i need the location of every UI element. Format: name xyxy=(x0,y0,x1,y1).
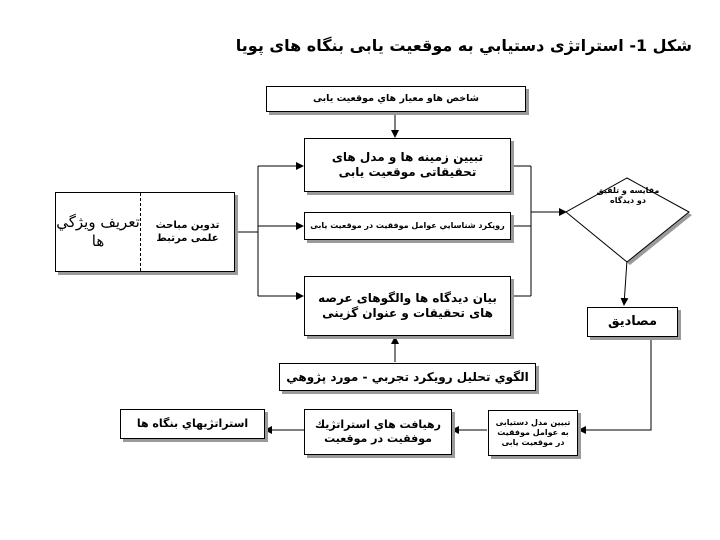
page-title: شكل 1- استراتژی دستیابي به موقعيت يابی بنگاه های پويا xyxy=(235,36,692,55)
definition-label: تعريف ويژگي ها xyxy=(56,212,140,250)
definition-box xyxy=(55,192,235,272)
connector-diamond-to-examples xyxy=(624,260,627,305)
pattern-analysis-box: الگوي تحليل رويکرد تجربي - مورد پژوهي xyxy=(279,363,536,391)
compare-merge-label: مقايسه و تلفيق دو ديدگاه xyxy=(596,186,660,205)
strategic-approaches-box: رهيافت هاي استراتژيك موفقيت در موقعيت xyxy=(304,409,452,455)
approach-success-box: رويکرد شناسايي عوامل موفقيت در موقعيت يابی xyxy=(304,212,511,240)
examples-box: مصاديق xyxy=(587,307,678,337)
firm-strategies-box: استراتژيهاي بنگاه ها xyxy=(120,409,265,439)
explain-model-box: تبيين مدل دستيابی به عوامل موفقيت در موقعيت يابی xyxy=(488,410,578,456)
criteria-box: شاخص هاو معيار هاي موقعيت يابی xyxy=(266,86,526,112)
compile-topics-label: تدوين مباحث علمی مرتبط xyxy=(140,193,234,271)
explain-context-box: تبيين زمينه ها و مدل های تحقيقاتی موقعيت يابی xyxy=(304,138,511,192)
connector-examples-to-model xyxy=(579,337,651,430)
views-patterns-box: بيان ديدگاه ها والگوهای عرصه های تحقيقات و عنوان گزينی xyxy=(304,276,511,336)
